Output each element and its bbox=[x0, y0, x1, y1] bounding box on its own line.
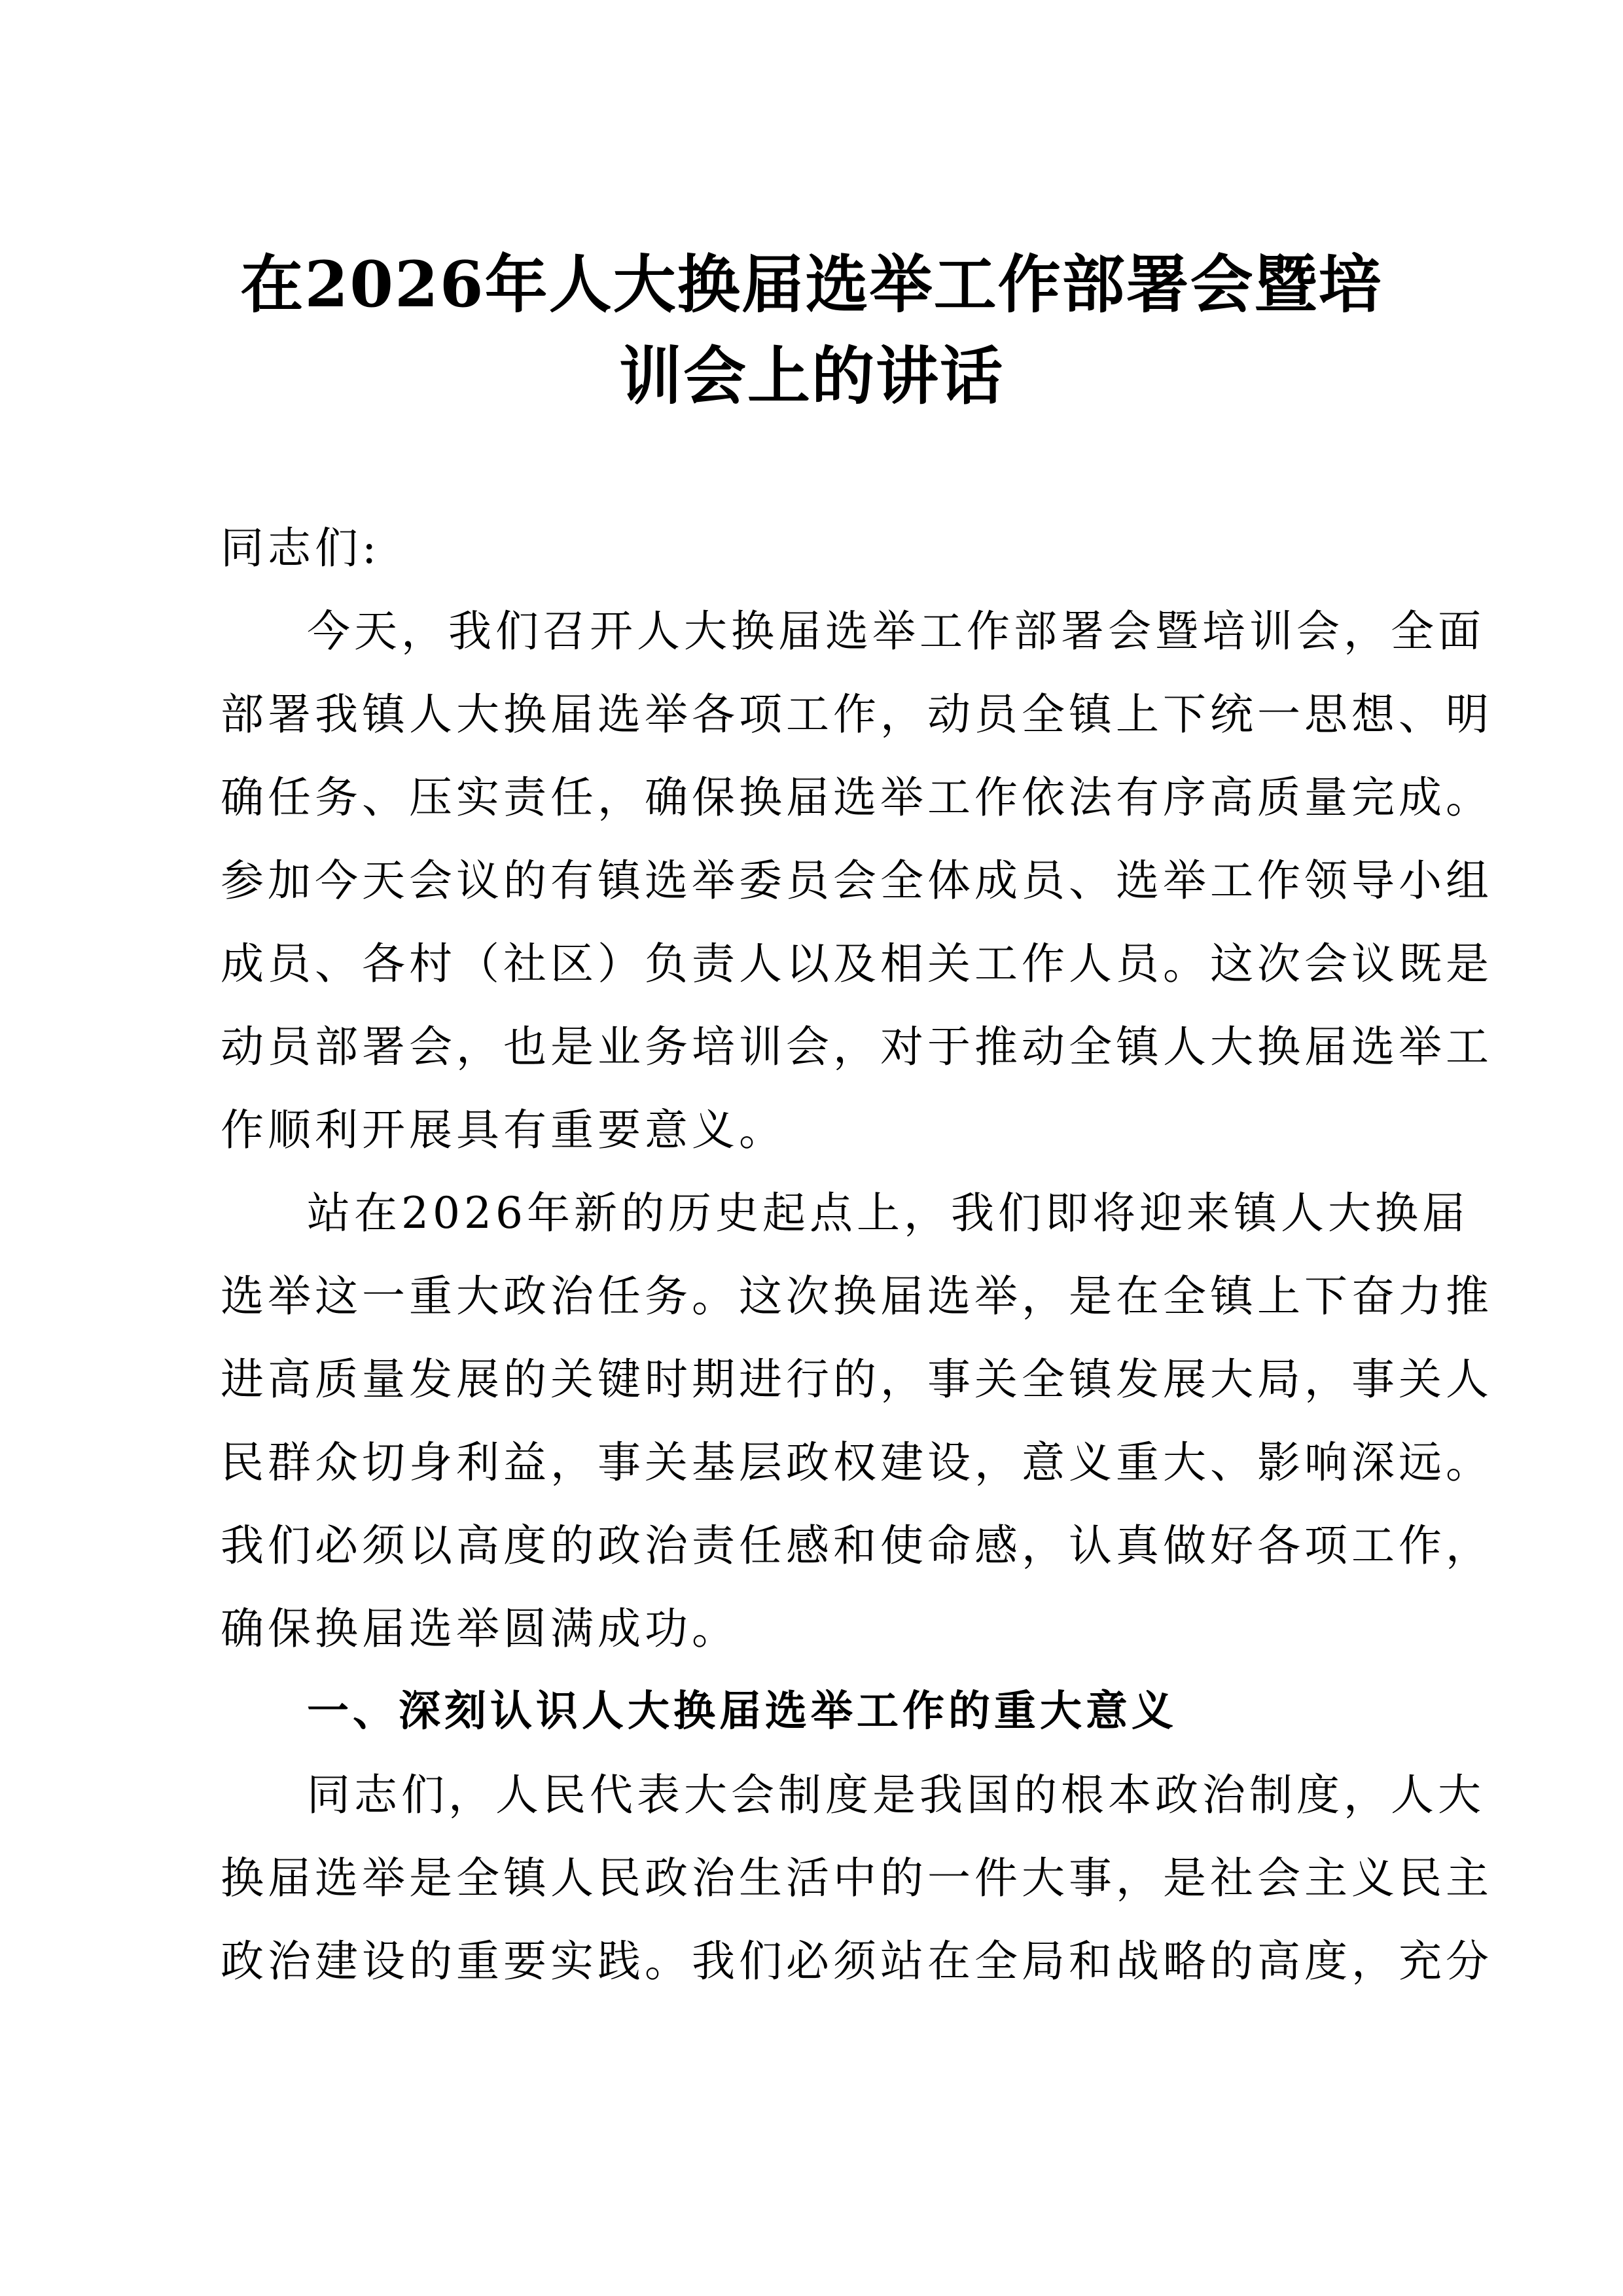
paragraph-line: 政治建设的重要实践。我们必须站在全局和战略的高度，充分 bbox=[221, 1936, 1493, 1986]
paragraph-line: 成员、各村（社区）负责人以及相关工作人员。这次会议既是 bbox=[221, 939, 1493, 989]
salutation: 同志们: bbox=[221, 523, 381, 573]
paragraph-line: 我们必须以高度的政治责任感和使命感，认真做好各项工作， bbox=[221, 1520, 1493, 1571]
paragraph-line: 站在2026年新的历史起点上，我们即将迎来镇人大换届 bbox=[307, 1188, 1469, 1238]
paragraph-line: 确任务、压实责任，确保换届选举工作依法有序高质量完成。 bbox=[221, 772, 1493, 823]
paragraph-line: 确保换届选举圆满成功。 bbox=[221, 1604, 739, 1654]
paragraph-line: 动员部署会，也是业务培训会，对于推动全镇人大换届选举工 bbox=[221, 1022, 1493, 1072]
paragraph-line: 今天，我们召开人大换届选举工作部署会暨培训会，全面 bbox=[307, 606, 1485, 656]
paragraph-line: 民群众切身利益，事关基层政权建设，意义重大、影响深远。 bbox=[221, 1437, 1493, 1488]
paragraph-line: 选举这一重大政治任务。这次换届选举，是在全镇上下奋力推 bbox=[221, 1271, 1493, 1321]
paragraph-line: 同志们，人民代表大会制度是我国的根本政治制度，人大 bbox=[307, 1770, 1485, 1820]
document-body bbox=[221, 507, 1493, 2003]
paragraph-line: 换届选举是全镇人民政治生活中的一件大事，是社会主义民主 bbox=[221, 1853, 1493, 1903]
paragraph-line: 参加今天会议的有镇选举委员会全体成员、选举工作领导小组 bbox=[221, 855, 1493, 906]
paragraph-line: 进高质量发展的关键时期进行的，事关全镇发展大局，事关人 bbox=[221, 1354, 1493, 1405]
title-line: 在2026年人大换届选举工作部署会暨培 bbox=[240, 247, 1383, 321]
page-title bbox=[196, 239, 1427, 422]
paragraph-line: 作顺利开展具有重要意义。 bbox=[221, 1105, 786, 1155]
paragraph-line: 部署我镇人大换届选举各项工作，动员全镇上下统一思想、明 bbox=[221, 689, 1493, 740]
section-heading: 一、深刻认识人大换届选举工作的重大意义 bbox=[307, 1687, 1177, 1736]
title-line: 训会上的讲话 bbox=[619, 339, 1004, 413]
